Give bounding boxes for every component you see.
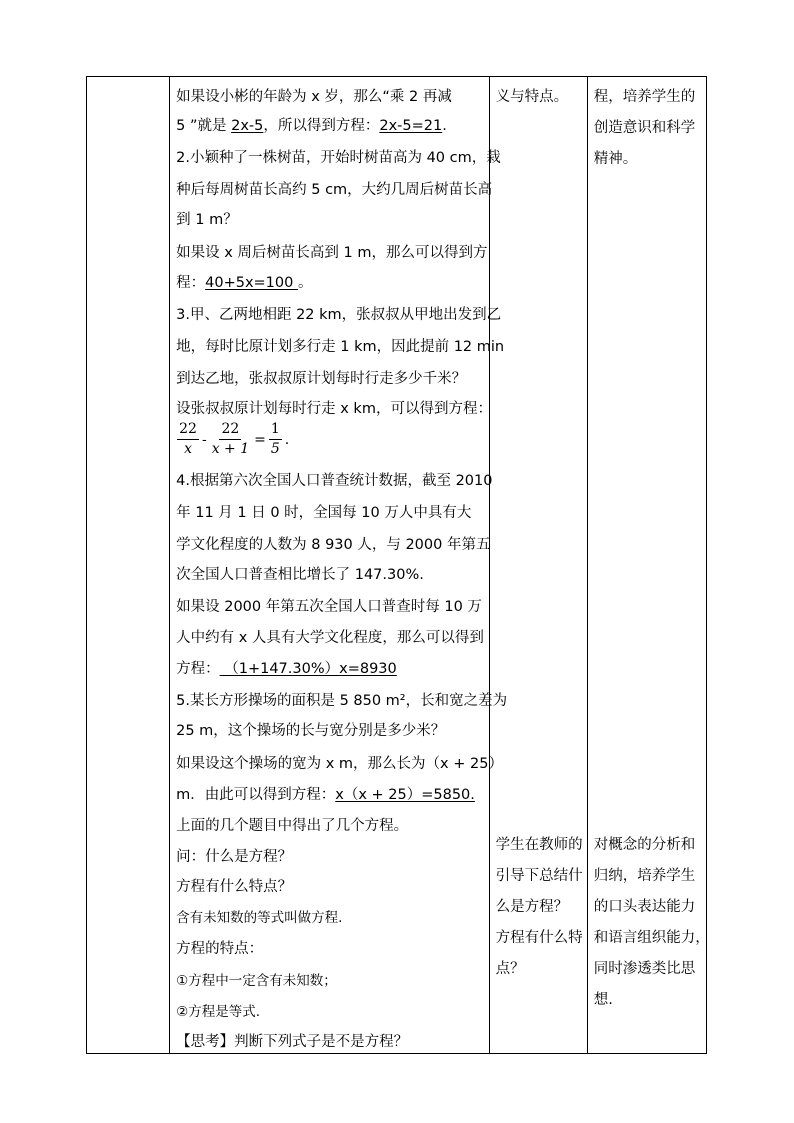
text-line: 如果设 2000 年第五次全国人口普查时每 10 万 xyxy=(176,599,482,615)
answer-blank: （1+147.30%）x=8930 xyxy=(219,661,397,677)
text-line xyxy=(176,271,485,292)
text-span: ，所以得到方程： xyxy=(263,118,380,134)
text-line: 25 m，这个操场的长与宽分别是多少米？ xyxy=(176,723,446,739)
text-line: 想. xyxy=(593,992,613,1008)
text-line: 4.根据第六次全国人口普查统计数据，截至 2010 xyxy=(176,473,493,489)
text-line xyxy=(176,783,485,804)
text-line: 引导下总结什 xyxy=(495,868,583,884)
numerator: 22 xyxy=(219,421,241,440)
text-line: 设张叔叔原计划每时行走 x km，可以得到方程： xyxy=(176,401,492,417)
answer-blank: 40+5x=100 xyxy=(205,275,298,291)
text-line: 如果设这个操场的宽为 x m，那么长为（x + 25） xyxy=(176,756,503,772)
text-line: 么是方程？ xyxy=(495,899,569,915)
text-line: 5.某长方形操场的面积是 5 850 m²，长和宽之差为 xyxy=(176,693,508,709)
text-line: 【思考】判断下列式子是不是方程？ xyxy=(176,1034,409,1050)
period: . xyxy=(284,431,290,448)
text-line: 的口头表达能力 xyxy=(593,899,696,915)
text-line: 如果设 x 周后树苗长高到 1 m，那么可以得到方 xyxy=(176,245,488,261)
text-line: 义与特点。 xyxy=(495,89,569,105)
text-line: 对概念的分析和 xyxy=(593,837,696,853)
text-line: 3.甲、乙两地相距 22 km，张叔叔从甲地出发到乙 xyxy=(176,307,502,323)
text-line xyxy=(176,657,485,678)
text-line: 人中约有 x 人具有大学文化程度，那么可以得到 xyxy=(176,630,484,646)
stage-cell xyxy=(87,77,170,1054)
teaching-content-cell xyxy=(170,77,508,1054)
student-activity-cell xyxy=(489,77,587,1054)
answer-blank: 2x-5=21 xyxy=(379,118,443,134)
text-line: ②方程是等式. xyxy=(176,1004,261,1020)
text-span: 程： xyxy=(176,275,206,291)
text-line: 点？ xyxy=(495,961,525,977)
text-line: 含有未知数的等式叫做方程. xyxy=(176,910,343,926)
text-line: 方程有什么特 xyxy=(495,930,583,946)
text-line: 创造意识和科学 xyxy=(593,120,696,136)
answer-blank: 2x-5 xyxy=(231,118,264,134)
text-line: 种后每周树苗长高约 5 cm，大约几周后树苗长高 xyxy=(176,182,493,198)
denominator: 5 xyxy=(270,441,280,457)
fraction xyxy=(210,421,251,458)
text-line: 和语言组织能力， xyxy=(593,930,710,946)
fraction-equation xyxy=(176,421,291,458)
text-line: 学生在教师的 xyxy=(495,837,583,853)
text-span: . xyxy=(442,118,447,134)
text-line xyxy=(176,114,485,135)
text-line: 方程有什么特点？ xyxy=(176,879,293,895)
text-span: 。 xyxy=(297,275,313,291)
numerator: 1 xyxy=(269,421,282,440)
text-line: 程，培养学生的 xyxy=(593,89,696,105)
text-line: ①方程中一定含有未知数； xyxy=(176,973,337,989)
equals-sign: = xyxy=(254,431,266,448)
text-span: 方程： xyxy=(176,661,220,677)
denominator: x + 1 xyxy=(211,441,250,457)
text-line: 精神。 xyxy=(593,151,638,167)
table-row xyxy=(87,77,707,1054)
text-line: 方程的特点： xyxy=(176,941,264,957)
minus-sign: - xyxy=(201,431,207,448)
text-line: 年 11 月 1 日 0 时，全国每 10 万人中具有大 xyxy=(176,505,472,521)
text-line: 次全国人口普查相比增长了 147.30%. xyxy=(176,567,424,583)
text-line: 如果设小彬的年龄为 x 岁，那么“乘 2 再减 xyxy=(176,89,452,105)
text-span: m．由此可以得到方程： xyxy=(176,787,336,803)
text-line: 归纳，培养学生 xyxy=(593,868,696,884)
design-intent-cell xyxy=(587,77,710,1054)
text-span: 5 ”就是 xyxy=(176,118,232,134)
text-line: 地，每时比原计划多行走 1 km，因此提前 12 min xyxy=(176,339,505,355)
numerator: 22 xyxy=(177,421,199,440)
answer-blank: x（x + 25）=5850. xyxy=(335,787,475,803)
fraction xyxy=(269,421,282,458)
text-line: 问：什么是方程？ xyxy=(176,849,293,865)
text-line: 上面的几个题目中得出了几个方程。 xyxy=(176,818,409,834)
text-line: 到达乙地，张叔叔原计划每时行走多少千米？ xyxy=(176,371,467,387)
text-line: 学文化程度的人数为 8 930 人，与 2000 年第五 xyxy=(176,537,491,553)
text-line: 到 1 m？ xyxy=(176,212,238,228)
text-line: 同时渗透类比思 xyxy=(593,961,696,977)
fraction xyxy=(177,421,199,458)
denominator: x xyxy=(184,441,192,457)
text-line: 2.小颖种了一株树苗，开始时树苗高为 40 cm，栽 xyxy=(176,150,501,166)
lesson-plan-table xyxy=(86,76,710,1054)
